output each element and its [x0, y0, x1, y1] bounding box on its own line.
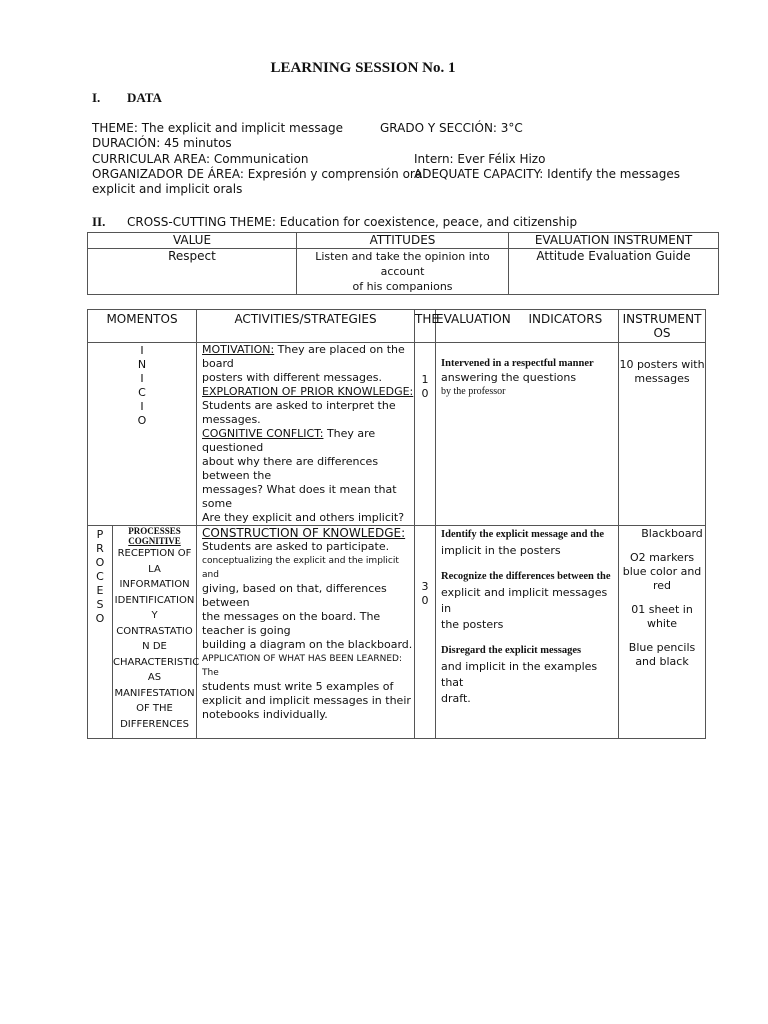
section-label: DATA	[127, 90, 162, 105]
instrument-posters: 10 posters with messages	[619, 358, 705, 385]
organizador-line: ORGANIZADOR DE ÁREA: Expresión y comprensión oral	[92, 167, 426, 181]
instrument-blackboard: Blackboard	[641, 527, 703, 540]
values-table	[87, 232, 719, 295]
motivation-text-2: posters with different messages.	[202, 371, 383, 384]
process-line: LA	[148, 563, 161, 575]
session-table	[87, 309, 706, 739]
process-line: DIFFERENCES	[120, 718, 189, 730]
exploration-text-2: messages.	[202, 413, 261, 426]
header-attitudes: ATTITUDES	[297, 233, 509, 249]
proceso-letter: P	[96, 528, 104, 541]
inicio-activities	[197, 343, 415, 526]
application-label: APPLICATION OF WHAT HAS BEEN LEARNED:	[202, 654, 403, 664]
construction-text-3: giving, based on that, differences between	[202, 582, 387, 609]
proceso-indicators	[436, 526, 619, 739]
duracion-line: DURACIÓN: 45 minutos	[92, 136, 232, 150]
process-line: RECEPTION OF	[117, 548, 192, 559]
instrument-markers-2: blue color and	[622, 565, 702, 578]
construction-text-2: conceptualizing the explicit and the implicit and	[202, 556, 399, 580]
conflict-text-1: They are questioned	[202, 427, 376, 454]
process-line: Y	[151, 610, 158, 621]
motivation-text: They are placed on the board	[202, 343, 405, 370]
header-activities: ACTIVITIES/STRATEGIES	[197, 310, 415, 343]
application-text-3: notebooks individually.	[202, 708, 328, 721]
section-number: I.	[92, 90, 101, 105]
attitude-cell	[297, 249, 509, 295]
instrument-sheet-2: white	[646, 617, 678, 630]
process-line: INFORMATION	[119, 579, 190, 590]
proceso-row	[88, 526, 706, 739]
proceso-activities	[197, 526, 415, 739]
inicio-letter: O	[137, 414, 147, 427]
processes-title-2: COGNITIVE	[128, 536, 181, 546]
capacity-line: ADEQUATE CAPACITY: Identify the messages	[414, 167, 680, 181]
cognitive-processes	[113, 526, 200, 739]
indicator-3-text-2: draft.	[441, 692, 471, 705]
instrument-pencils-1: Blue pencils	[628, 641, 696, 654]
indicator-1-text: implicit in the posters	[441, 544, 561, 557]
inicio-letter: I	[140, 344, 144, 357]
construction-text-5: building a diagram on the blackboard.	[202, 638, 413, 651]
duration-digit: 0	[421, 387, 429, 400]
process-line: N DE	[142, 641, 167, 652]
inicio-letter: N	[137, 358, 147, 371]
section-number: II.	[92, 214, 106, 229]
section-label: CROSS-CUTTING THEME: Education for coexistence, peace, and citizenship	[127, 215, 578, 229]
instrument-cell: Attitude Evaluation Guide	[509, 249, 719, 295]
indicator-text: answering the questions	[441, 371, 577, 384]
construction-text-1: Students are asked to participate.	[202, 540, 390, 553]
indicator-3-text-1: and implicit in the examples that	[441, 660, 598, 689]
inicio-instruments	[619, 343, 706, 526]
proceso-letter: S	[96, 598, 104, 611]
inicio-indicators	[436, 343, 619, 526]
proceso-letter: O	[95, 612, 105, 625]
processes-title-1: PROCESSES	[128, 526, 181, 536]
conflict-text-3: messages? What does it mean that some	[202, 483, 397, 510]
proceso-letter: O	[95, 556, 105, 569]
process-line: MANIFESTATION	[114, 687, 195, 699]
construction-text-4: the messages on the board. The teacher is going	[202, 610, 381, 637]
duration-digit: 3	[421, 580, 429, 593]
header-evaluation-instrument: EVALUATION INSTRUMENT	[509, 233, 719, 249]
header-the: THE	[415, 310, 436, 343]
indicator-2-bold: Recognize the differences between the	[441, 571, 611, 582]
indicator-2-text-1: explicit and implicit messages in	[441, 586, 608, 615]
header-instruments	[619, 310, 706, 343]
inicio-duration	[415, 343, 436, 526]
proceso-instruments	[619, 526, 706, 739]
attitude-line-1: Listen and take the opinion into account	[315, 250, 490, 278]
instrument-markers-3: red	[653, 579, 672, 592]
conflict-label: COGNITIVE CONFLICT:	[202, 427, 324, 440]
exploration-text-1: Students are asked to interpret the	[202, 399, 396, 412]
construction-label: CONSTRUCTION OF KNOWLEDGE:	[202, 526, 406, 540]
duration-digit: 1	[421, 373, 429, 386]
proceso-letter: E	[96, 584, 104, 597]
attitude-line-2: of his companions	[352, 280, 453, 293]
inicio-moment	[88, 343, 197, 526]
process-line: IDENTIFICATION	[114, 594, 195, 606]
proceso-duration	[415, 526, 436, 739]
section-data-heading	[92, 90, 162, 106]
theme-line: THEME: The explicit and implicit message	[92, 121, 343, 135]
indicator-1-bold: Identify the explicit message and the	[441, 529, 605, 540]
organizador-line-2: explicit and implicit orals	[92, 182, 243, 196]
indicator-3-bold: Disregard the explicit messages	[441, 645, 582, 656]
motivation-label: MOTIVATION:	[202, 343, 275, 356]
application-text-0: The	[202, 668, 219, 678]
header-value: VALUE	[88, 233, 297, 249]
area-line: CURRICULAR AREA: Communication	[92, 152, 309, 166]
proceso-letter: R	[96, 542, 104, 555]
header-instrument-line-1: INSTRUMENT	[622, 312, 702, 326]
indicator-small: by the professor	[441, 386, 506, 397]
process-line: CONTRASTATIO	[116, 625, 193, 637]
instrument-sheet-1: 01 sheet in	[631, 603, 693, 616]
inicio-letter: I	[140, 400, 144, 413]
process-line: AS	[147, 672, 162, 683]
duration-digit: 0	[421, 594, 429, 607]
values-table-row	[88, 249, 719, 295]
conflict-text-4: Are they explicit and others implicit?	[202, 511, 405, 524]
grado-line: GRADO Y SECCIÓN: 3°C	[380, 121, 523, 135]
inicio-row	[88, 343, 706, 526]
proceso-letter: C	[96, 570, 104, 583]
inicio-letter: I	[140, 372, 144, 385]
value-cell: Respect	[88, 249, 297, 295]
instrument-pencils-2: and black	[635, 655, 689, 668]
process-line: OF THE	[136, 703, 173, 714]
header-instrument-line-2: OS	[653, 326, 671, 340]
instrument-markers-1: O2 markers	[629, 551, 695, 564]
proceso-moment	[88, 526, 113, 739]
page-title: LEARNING SESSION No. 1	[270, 60, 456, 76]
application-text-2: explicit and implicit messages in their	[202, 694, 411, 707]
header-momentos: MOMENTOS	[88, 310, 197, 343]
inicio-letter: C	[138, 386, 146, 399]
section-crosscutting-heading	[92, 214, 577, 230]
intern-line: Intern: Ever Félix Hizo	[414, 152, 546, 166]
indicator-2-text-2: the posters	[441, 618, 504, 631]
process-line: CHARACTERISTIC	[113, 656, 200, 668]
exploration-label: EXPLORATION OF PRIOR KNOWLEDGE:	[202, 385, 414, 398]
application-text-1: students must write 5 examples of	[202, 680, 394, 693]
values-table-header	[88, 233, 719, 249]
session-table-header	[88, 310, 706, 343]
header-indicators: EVALUATION INDICATORS	[436, 310, 619, 343]
conflict-text-2: about why there are differences between the	[202, 455, 379, 482]
indicator-bold: Intervened in a respectful manner	[441, 358, 594, 369]
